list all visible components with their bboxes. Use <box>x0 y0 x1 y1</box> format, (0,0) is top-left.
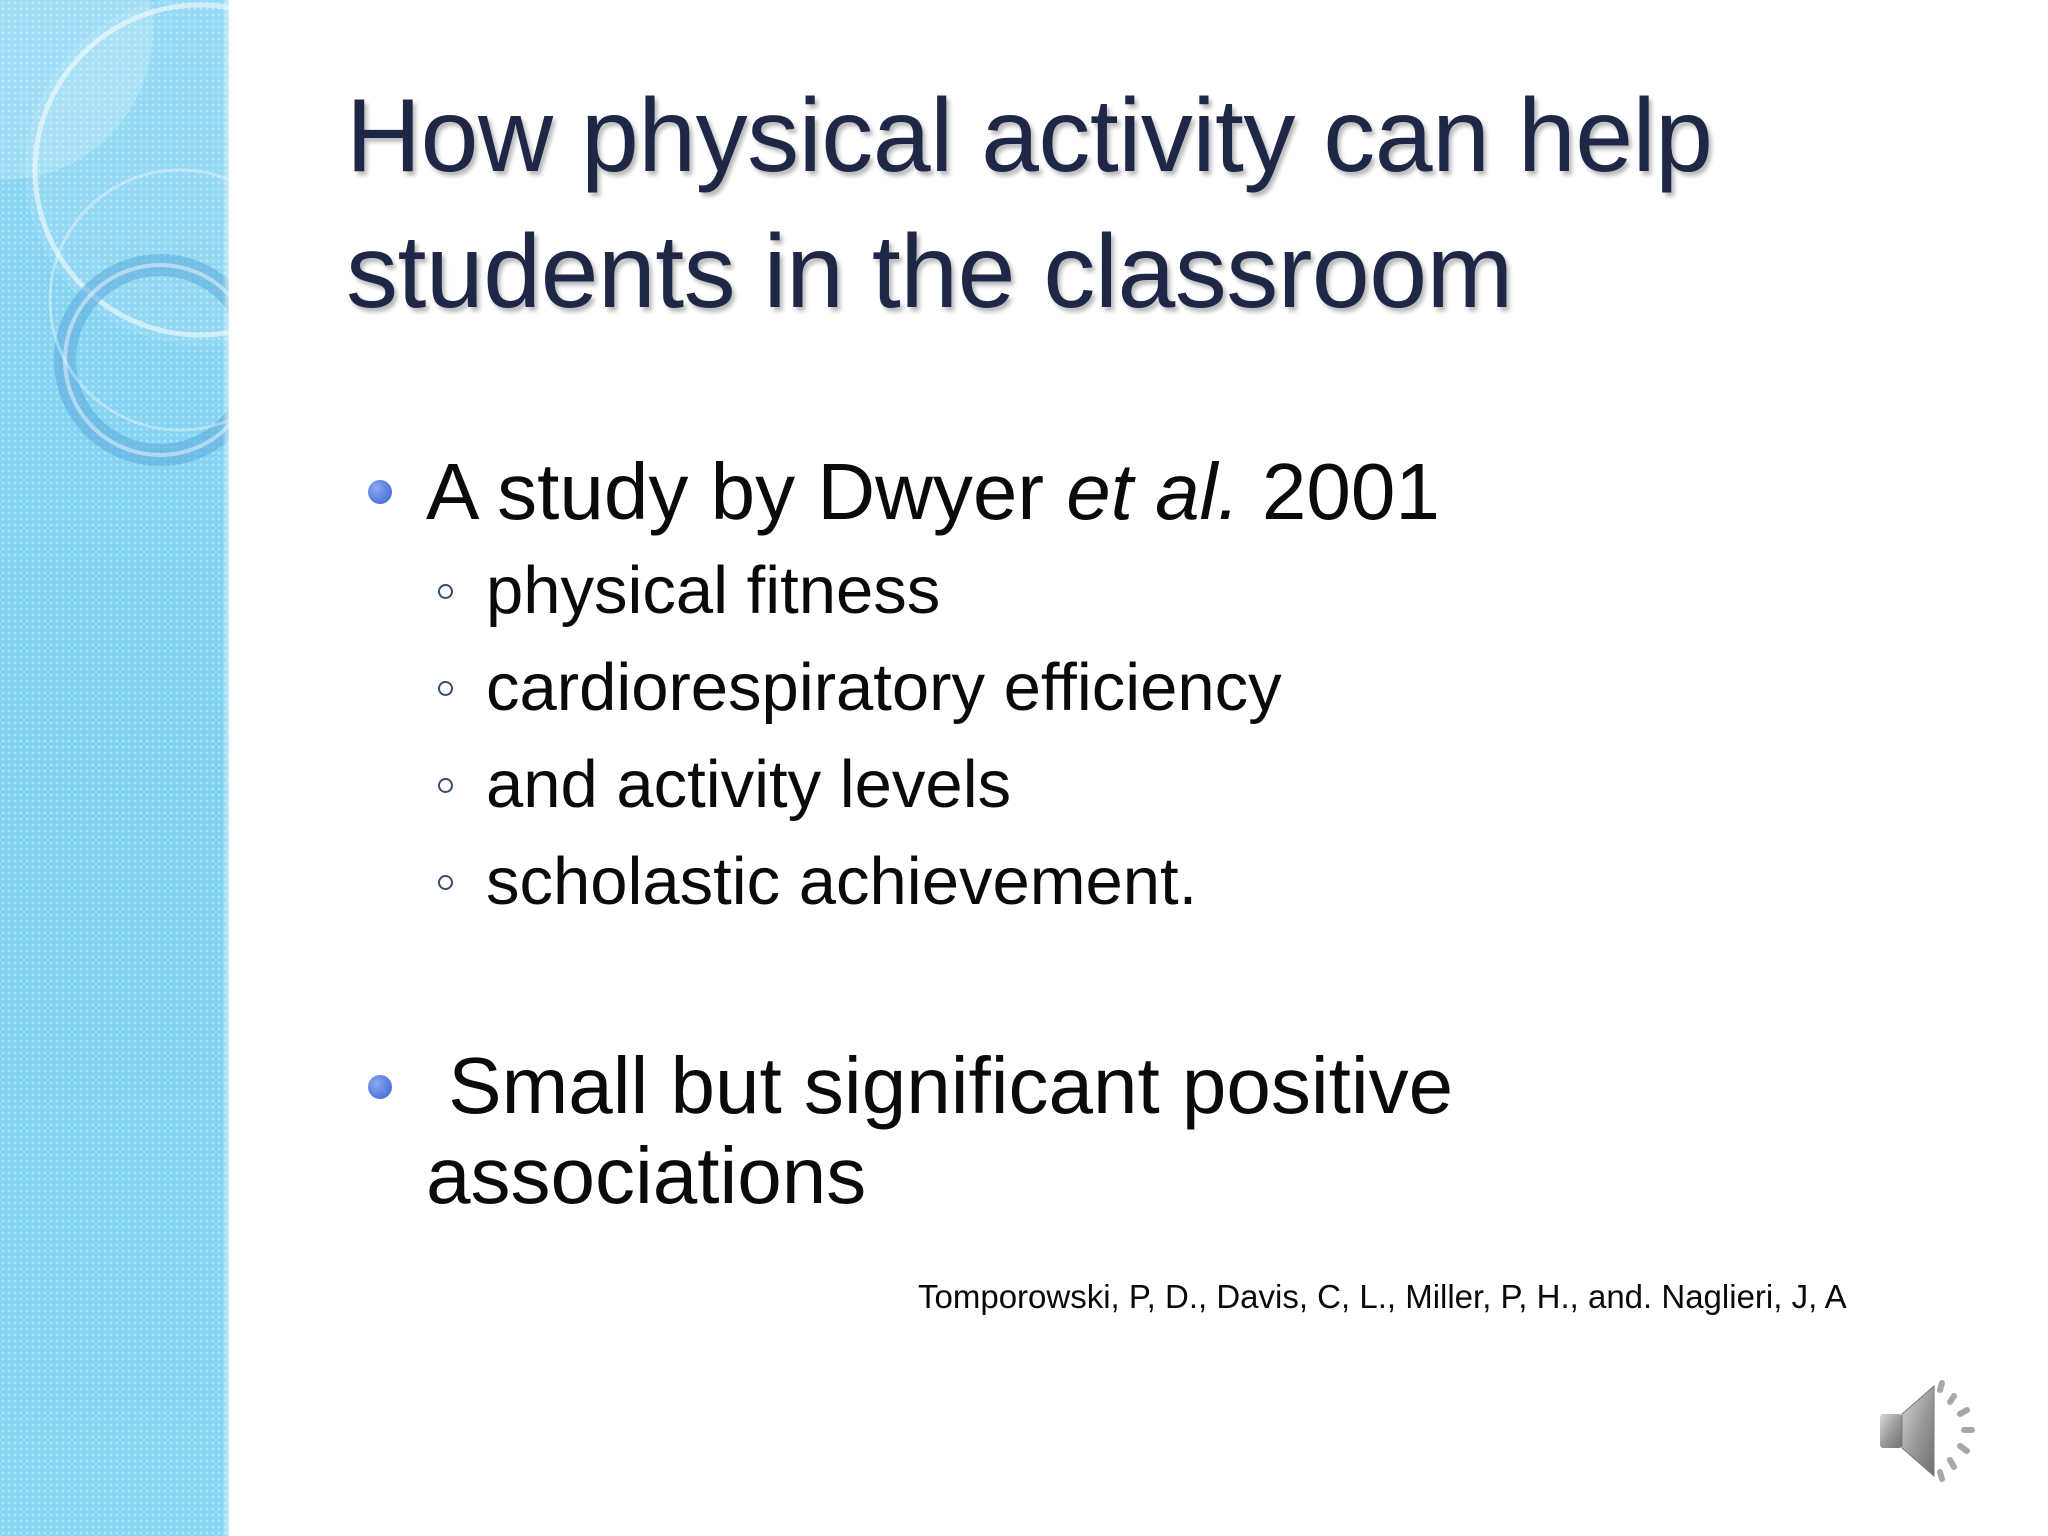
sub-item-2: cardiorespiratory efficiency <box>486 650 1282 725</box>
bullet-dot-icon <box>368 480 392 504</box>
bullet-1-text-after: 2001 <box>1239 447 1440 536</box>
sub-bullet-icon <box>438 778 453 793</box>
speaker-icon[interactable] <box>1872 1368 2000 1496</box>
sub-item-3: and activity levels <box>486 747 1012 822</box>
bullet-2-line-2: associations <box>426 1131 867 1220</box>
title-line-1: How physical activity can help <box>346 78 1713 194</box>
sub-bullet-icon <box>438 584 453 599</box>
title-line-2: students in the classroom <box>346 214 1513 330</box>
speaker-glyph <box>1872 1368 2000 1496</box>
sub-bullet-icon <box>438 875 453 890</box>
sub-bullet-icon <box>438 681 453 696</box>
bullet-dot-icon <box>368 1075 392 1099</box>
bullet-1-text-italic: et al. <box>1066 447 1240 536</box>
bullet-2-line-1: Small but significant positive <box>426 1041 1454 1130</box>
sub-item-4: scholastic achievement. <box>486 844 1198 919</box>
bullet-1-text-before: A study by Dwyer <box>426 447 1067 536</box>
citation: Tomporowski, P, D., Davis, C, L., Miller, P, H., and. Naglieri, J, A <box>918 1278 1847 1315</box>
bullet-1-text <box>426 446 1440 538</box>
sub-item-1: physical fitness <box>486 553 941 628</box>
